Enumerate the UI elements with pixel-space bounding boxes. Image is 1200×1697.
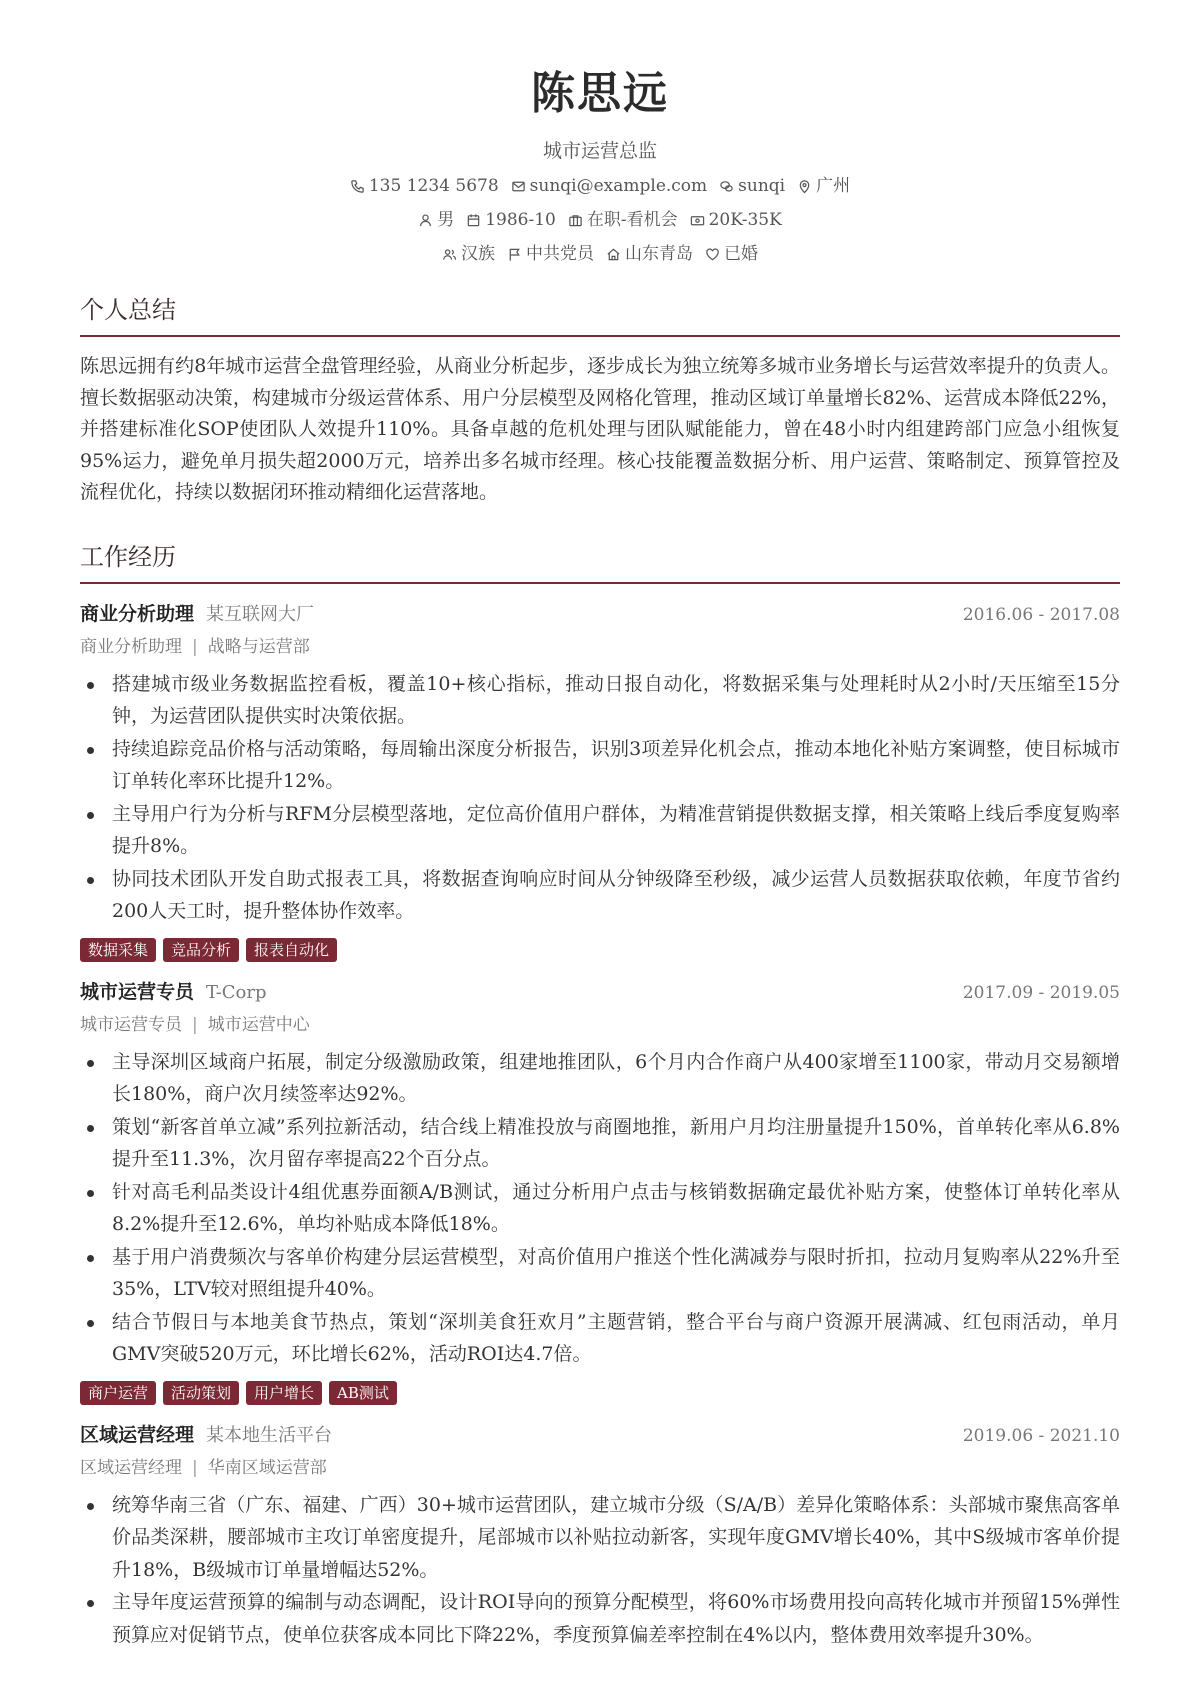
bullet-item: 主导用户行为分析与RFM分层模型落地，定位高价值用户群体，为精准营销提供数据支撑，相关策略上线后季度复购率提升8%。 (80, 798, 1120, 863)
job-bullets (80, 1489, 1120, 1652)
job-role: 商业分析助理 (80, 602, 195, 625)
person-icon (418, 213, 433, 228)
job-company: 某互联网大厂 (206, 603, 315, 625)
status-item (568, 208, 678, 232)
political-value: 中共党员 (526, 244, 594, 264)
birth-item (466, 208, 556, 232)
bullet-item: 统筹华南三省（广东、福建、广西）30+城市运营团队，建立城市分级（S/A/B）差异化策略体系：头部城市聚焦高客单价品类深耕，腰部城市主攻订单密度提升，尾部城市以补贴拉动新客，实现年度GMV增长40%，其中S级城市客单价提升18%，B级城市订单量增幅达52%。 (80, 1489, 1120, 1587)
birth-value: 1986-10 (485, 210, 556, 230)
job-company: 某本地生活平台 (206, 1424, 333, 1446)
ethnicity-value: 汉族 (461, 244, 495, 264)
summary-section (80, 294, 1120, 509)
job-entry (80, 600, 1120, 962)
wechat-value: sunqi (738, 176, 786, 196)
job-subtitle (80, 1455, 1120, 1481)
job-role: 区域运营经理 (80, 1423, 195, 1446)
job-entry (80, 1421, 1120, 1652)
candidate-name: 陈思远 (531, 68, 669, 119)
phone-icon (350, 179, 365, 194)
job-department: 城市运营中心 (207, 1014, 310, 1035)
skill-tag: 竞品分析 (163, 938, 239, 962)
skill-tag: 用户增长 (246, 1381, 322, 1405)
bullet-item: 基于用户消费频次与客单价构建分层运营模型，对高价值用户推送个性化满减券与限时折扣，拉动月复购率从22%升至35%，LTV较对照组提升40%。 (80, 1241, 1120, 1306)
job-position: 商业分析助理 (80, 636, 182, 657)
candidate-title: 城市运营总监 (542, 140, 657, 162)
hometown-value: 山东青岛 (625, 244, 693, 264)
wechat-item (719, 174, 785, 198)
job-header (80, 978, 1120, 1007)
wechat-icon (719, 179, 734, 194)
marital-value: 已婚 (724, 244, 758, 264)
status-value: 在职-看机会 (586, 210, 678, 230)
personal-row (80, 208, 1120, 232)
job-tags (80, 938, 1120, 962)
job-tags (80, 1381, 1120, 1405)
gender-item (418, 208, 454, 232)
job-entry (80, 978, 1120, 1405)
job-department: 战略与运营部 (207, 636, 310, 657)
city-value: 广州 (816, 176, 851, 196)
phone-item (350, 174, 499, 198)
separator: | (192, 636, 198, 657)
job-header (80, 600, 1120, 629)
city-item (797, 174, 850, 198)
job-subtitle (80, 634, 1120, 660)
marital-item (705, 242, 758, 266)
flag-icon (507, 247, 522, 262)
skill-tag: 商户运营 (80, 1381, 156, 1405)
job-position: 区域运营经理 (80, 1457, 182, 1478)
skill-tag: 活动策划 (163, 1381, 239, 1405)
extra-row (80, 242, 1120, 266)
gender-value: 男 (437, 210, 455, 230)
home-icon (606, 247, 621, 262)
job-header (80, 1421, 1120, 1450)
job-subtitle (80, 1012, 1120, 1038)
heart-icon (705, 247, 720, 262)
bullet-item: 策划“新客首单立减”系列拉新活动，结合线上精准投放与商圈地推，新用户月均注册量提升150%，首单转化率从6.8%提升至11.3%，次月留存率提高22个百分点。 (80, 1111, 1120, 1176)
political-item (507, 242, 594, 266)
bullet-item: 主导深圳区域商户拓展，制定分级激励政策，组建地推团队，6个月内合作商户从400家增至1100家，带动月交易额增长180%，商户次月续签率达92%。 (80, 1046, 1120, 1111)
separator: | (192, 1014, 198, 1035)
job-role: 城市运营专员 (80, 980, 195, 1003)
job-company: T-Corp (206, 981, 267, 1003)
job-date: 2017.09 - 2019.05 (962, 982, 1120, 1003)
experience-section (80, 541, 1120, 1652)
location-pin-icon (797, 179, 812, 194)
phone-value: 135 1234 5678 (368, 176, 499, 196)
job-department: 华南区域运营部 (207, 1457, 327, 1478)
salary-value: 20K-35K (708, 210, 782, 230)
summary-text: 陈思远拥有约8年城市运营全盘管理经验，从商业分析起步，逐步成长为独立统筹多城市业务增长与运营效率提升的负责人。擅长数据驱动决策，构建城市分级运营体系、用户分层模型及网格化管理，推动区域订单量增长82%、运营成本降低22%，并搭建标准化SOP使团队人效提升110%。具备卓越的危机处理与团队赋能能力，曾在48小时内组建跨部门应急小组恢复95%运力，避免单月损失超2000万元，培养出多名城市经理。核心技能覆盖数据分析、用户运营、策略制定、预算管控及流程优化，持续以数据闭环推动精细化运营落地。 (80, 355, 1120, 503)
bullet-item: 搭建城市级业务数据监控看板，覆盖10+核心指标，推动日报自动化，将数据采集与处理耗时从2小时/天压缩至15分钟，为运营团队提供实时决策依据。 (80, 668, 1120, 733)
email-item (511, 174, 708, 198)
calendar-icon (466, 213, 481, 228)
email-value: sunqi@example.com (529, 176, 708, 196)
contact-row (80, 174, 1120, 198)
skill-tag: 报表自动化 (246, 938, 337, 962)
skill-tag: 数据采集 (80, 938, 156, 962)
experience-heading: 工作经历 (80, 541, 1120, 584)
people-icon (442, 247, 457, 262)
bullet-item: 持续追踪竞品价格与活动策略，每周输出深度分析报告，识别3项差异化机会点，推动本地化补贴方案调整，使目标城市订单转化率环比提升12%。 (80, 733, 1120, 798)
hometown-item (606, 242, 693, 266)
skill-tag: AB测试 (329, 1381, 397, 1405)
salary-item (690, 208, 782, 232)
briefcase-icon (568, 213, 583, 228)
job-date: 2019.06 - 2021.10 (962, 1425, 1120, 1446)
money-icon (690, 213, 705, 228)
ethnicity-item (442, 242, 495, 266)
job-date: 2016.06 - 2017.08 (962, 604, 1120, 625)
job-bullets (80, 1046, 1120, 1371)
bullet-item: 结合节假日与本地美食节热点，策划“深圳美食狂欢月”主题营销，整合平台与商户资源开展满减、红包雨活动，单月GMV突破520万元，环比增长62%，活动ROI达4.7倍。 (80, 1306, 1120, 1371)
summary-heading: 个人总结 (80, 294, 1120, 337)
bullet-item: 针对高毛利品类设计4组优惠券面额A/B测试，通过分析用户点击与核销数据确定最优补贴方案，使整体订单转化率从8.2%提升至12.6%，单均补贴成本降低18%。 (80, 1176, 1120, 1241)
bullet-item: 主导年度运营预算的编制与动态调配，设计ROI导向的预算分配模型，将60%市场费用投向高转化城市并预留15%弹性预算应对促销节点，使单位获客成本同比下降22%，季度预算偏差率控制在4%以内，整体费用效率提升30%。 (80, 1586, 1120, 1651)
mail-icon (511, 179, 526, 194)
separator: | (192, 1457, 198, 1478)
job-position: 城市运营专员 (80, 1014, 182, 1035)
bullet-item: 协同技术团队开发自助式报表工具，将数据查询响应时间从分钟级降至秒级，减少运营人员数据获取依赖，年度节省约200人天工时，提升整体协作效率。 (80, 863, 1120, 928)
job-bullets (80, 668, 1120, 928)
